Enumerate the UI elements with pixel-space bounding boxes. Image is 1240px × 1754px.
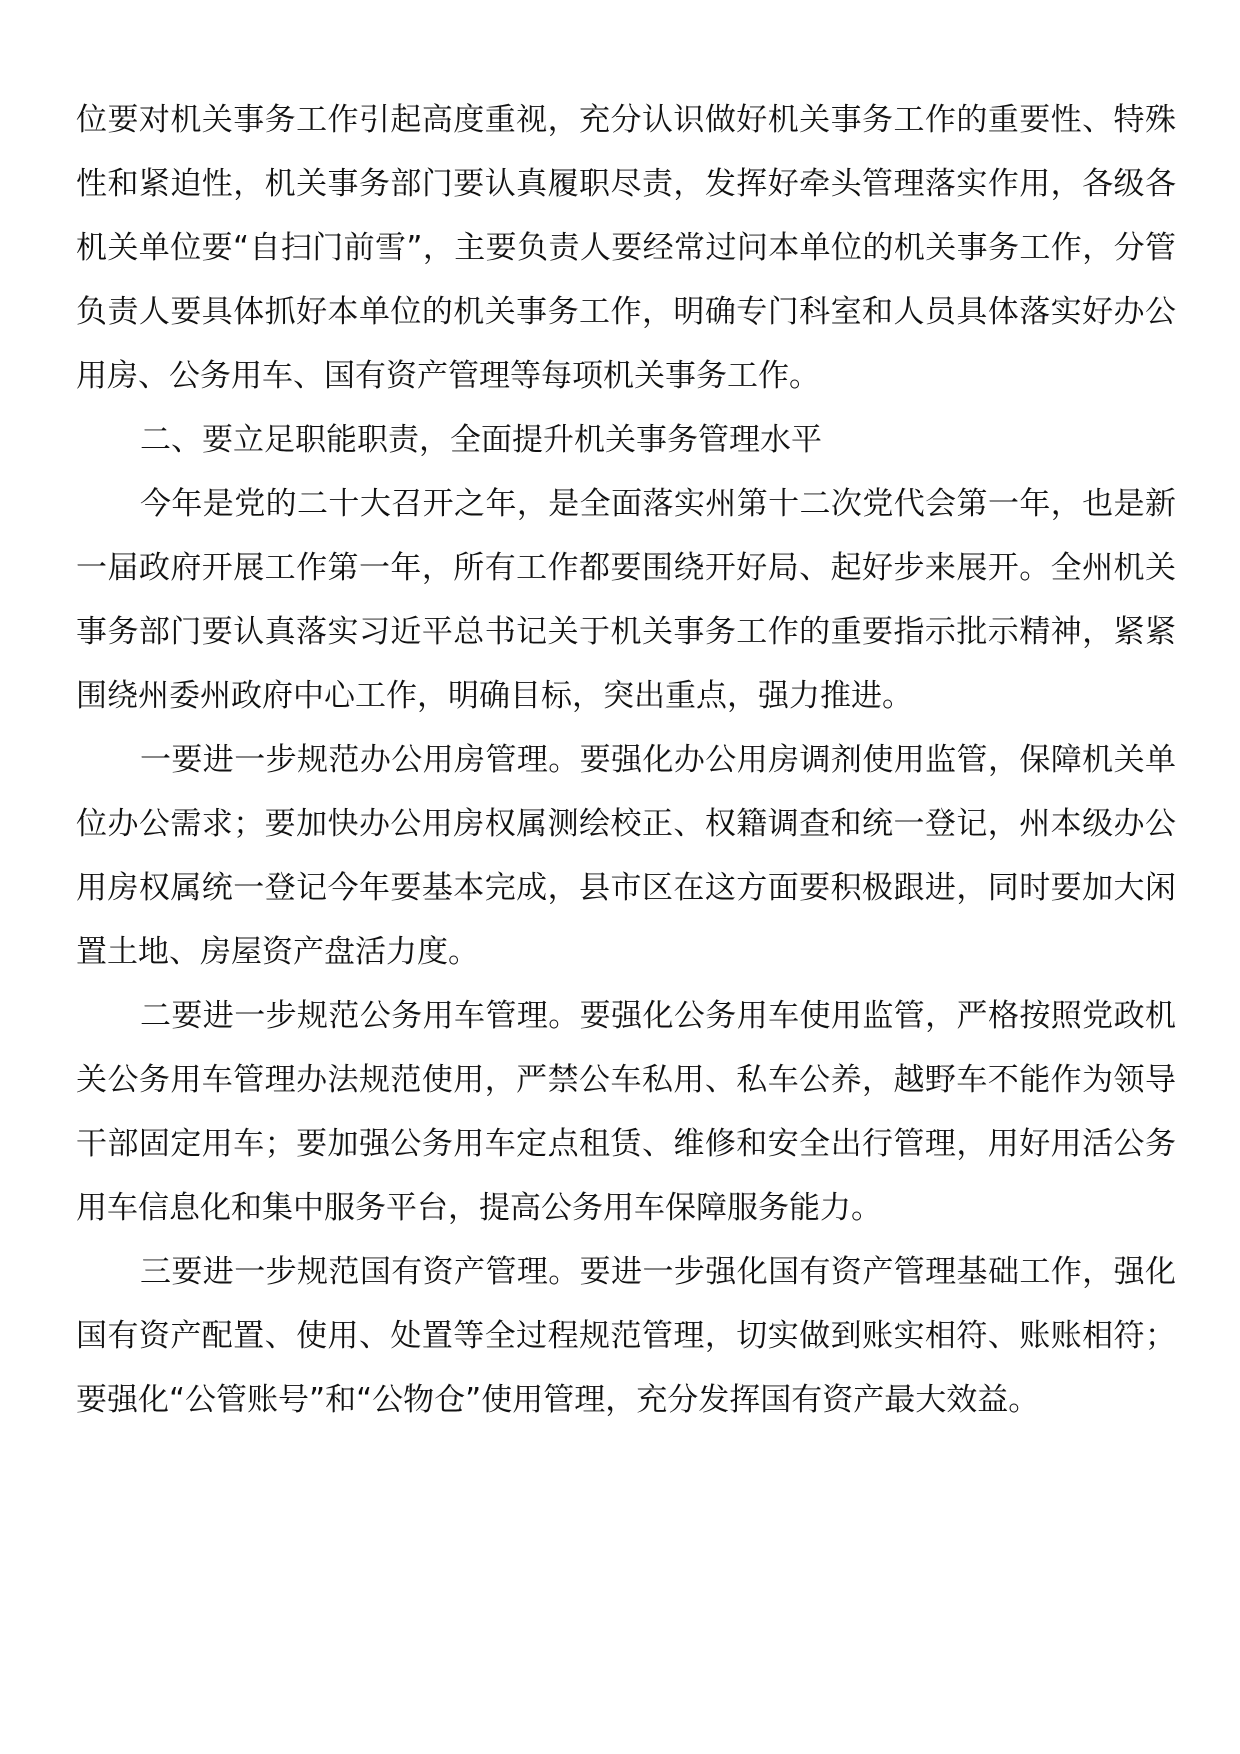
section-heading: 二、要立足职能职责，全面提升机关事务管理水平 (140, 422, 822, 458)
paragraph-continued: 位要对机关事务工作引起高度重视，充分认识做好机关事务工作的重要性、特殊性和紧迫性，机关事务部门要认真履职尽责，发挥好牵头管理落实作用，各级各机关单位要“自扫门前雪”，主要负责人要经常过问本单位的机关事务工作，分管负责人要具体抓好本单位的机关事务工作，明确专门科室和人员具体落实好办公用房、公务用车、国有资产管理等每项机关事务工作。 (76, 102, 1176, 394)
paragraph-state-assets: 三要进一步规范国有资产管理。要进一步强化国有资产管理基础工作，强化国有资产配置、使用、处置等全过程规范管理，切实做到账实相符、账账相符；要强化“公管账号”和“公物仓”使用管理，充分发挥国有资产最大效益。 (76, 1254, 1176, 1418)
paragraph-office-housing: 一要进一步规范办公用房管理。要强化办公用房调剂使用监管，保障机关单位办公需求；要加快办公用房权属测绘校正、权籍调查和统一登记，州本级办公用房权属统一登记今年要基本完成，县市区在这方面要积极跟进，同时要加大闲置土地、房屋资产盘活力度。 (76, 742, 1176, 970)
document-body (76, 88, 1176, 1432)
paragraph-official-vehicles: 二要进一步规范公务用车管理。要强化公务用车使用监管，严格按照党政机关公务用车管理办法规范使用，严禁公车私用、私车公养，越野车不能作为领导干部固定用车；要加强公务用车定点租赁、维修和安全出行管理，用好用活公务用车信息化和集中服务平台，提高公务用车保障服务能力。 (76, 998, 1176, 1226)
paragraph-intro: 今年是党的二十大召开之年，是全面落实州第十二次党代会第一年，也是新一届政府开展工作第一年，所有工作都要围绕开好局、起好步来展开。全州机关事务部门要认真落实习近平总书记关于机关事务工作的重要指示批示精神，紧紧围绕州委州政府中心工作，明确目标，突出重点，强力推进。 (76, 486, 1176, 714)
